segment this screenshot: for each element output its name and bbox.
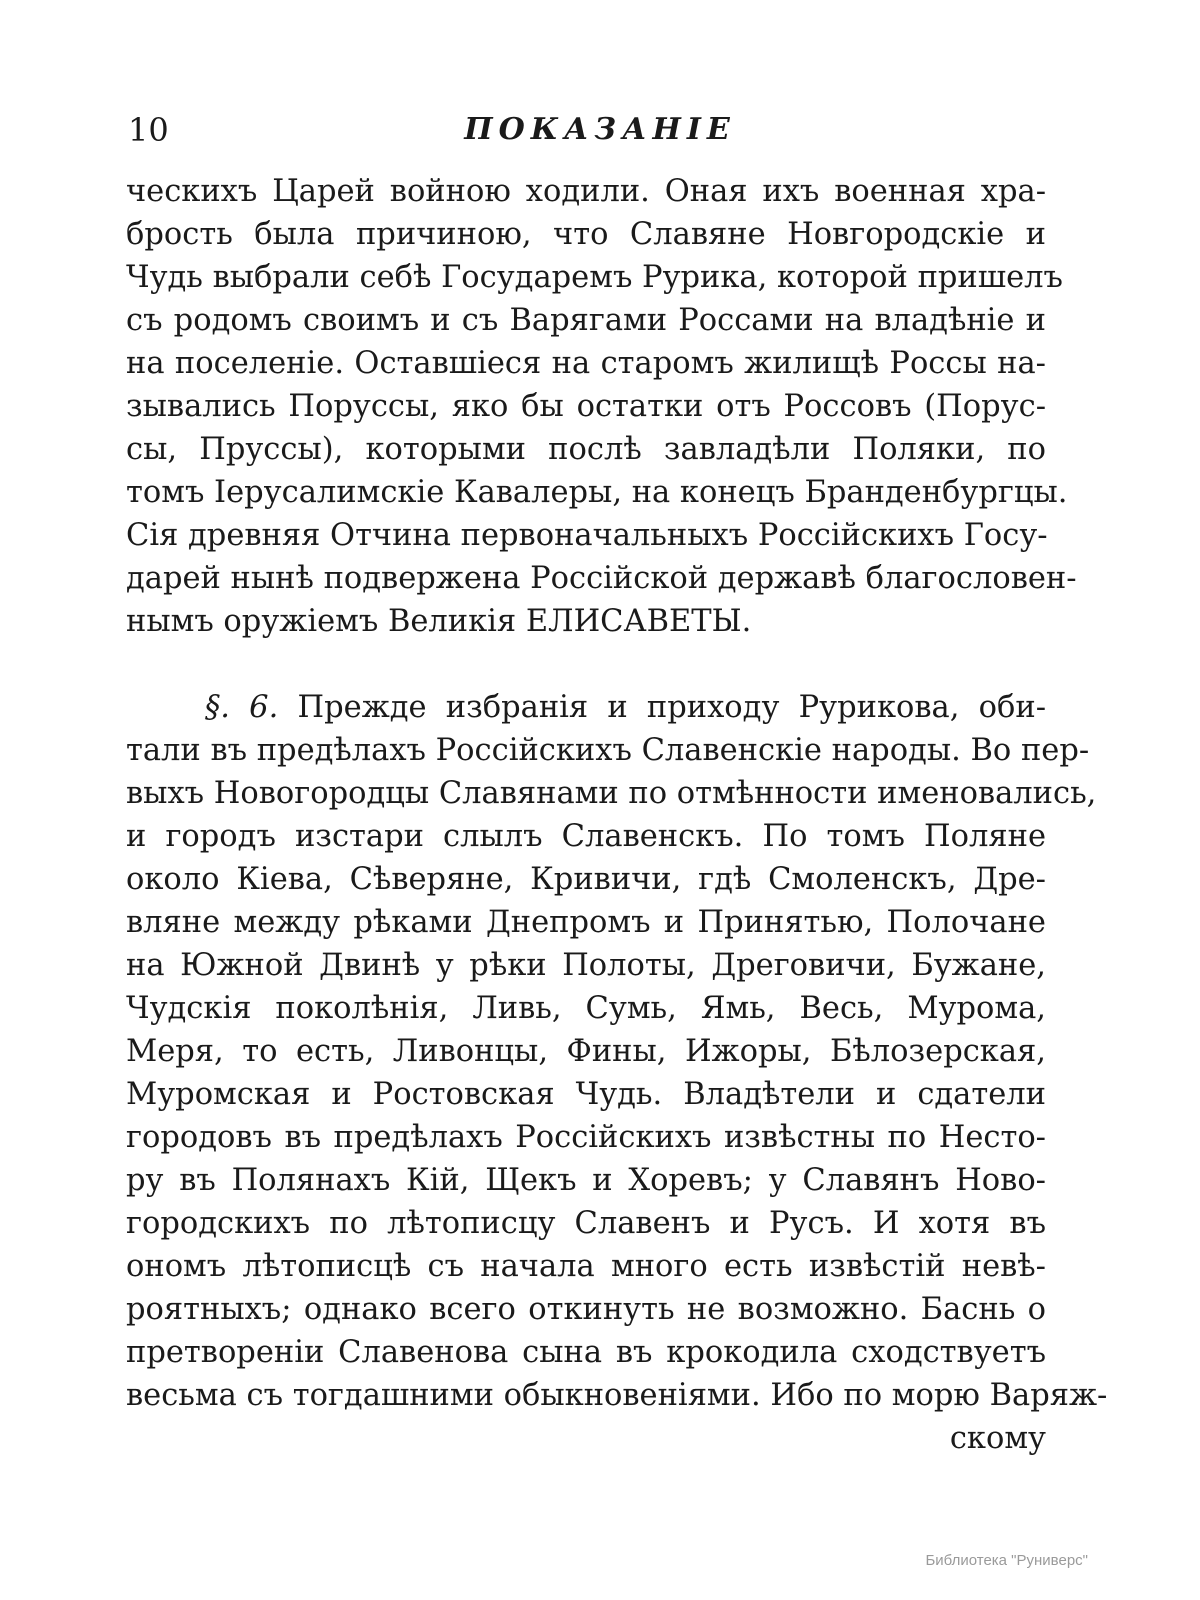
library-watermark: Библиотека "Руниверс" (925, 1552, 1088, 1569)
page-number: 10 (128, 111, 169, 149)
text-line: около Кіева, Сѣверяне, Кривичи, гдѣ Смоленскъ, Дре- (126, 862, 1046, 897)
text-line: съ родомъ своимъ и съ Варягами Россами на владѣніе и (126, 303, 1046, 338)
section-first-line (205, 688, 1046, 728)
text-line: весьма съ тогдашними обыкновеніями. Ибо по морю Варяж- (126, 1378, 1108, 1413)
text-line: нымъ оружіемъ Великія ЕЛИСАВЕТЫ. (126, 604, 752, 639)
text-line: Сія древняя Отчина первоначальныхъ Россійскихъ Госу- (126, 518, 1048, 553)
text-line: зывались Поруссы, яко бы остатки отъ Россовъ (Порус- (126, 389, 1046, 424)
text-line: Чудь выбрали себѣ Государемъ Рурика, которой пришелъ (126, 260, 1063, 295)
text-line: томъ Іерусалимскіе Кавалеры, на конецъ Бранденбургцы. (126, 475, 1068, 510)
text-line: претвореніи Славенова сына въ крокодила сходствуетъ (126, 1335, 1046, 1370)
text-line: роятныхъ; однако всего откинуть не возможно. Баснь о (126, 1292, 1046, 1327)
running-title: ПОКАЗАНІЕ (464, 112, 736, 147)
text-line: на поселеніе. Оставшіеся на старомъ жилищѣ Россы на- (126, 346, 1046, 381)
text-line: на Южной Двинѣ у рѣки Полоты, Дреговичи, Бужане, (126, 948, 1046, 983)
section-mark: §. 6. (205, 690, 279, 725)
text-line: и городъ изстари слылъ Славенскъ. По томъ Поляне (126, 819, 1046, 854)
text-line: ческихъ Царей войною ходили. Оная ихъ военная хра- (126, 174, 1046, 209)
text-line: брость была причиною, что Славяне Новгородскіе и (126, 217, 1046, 252)
text-line: городскихъ по лѣтописцу Славенъ и Русъ. И хотя въ (126, 1206, 1046, 1241)
text-line: Меря, то есть, Ливонцы, Фины, Ижоры, Бѣлозерская, (126, 1034, 1046, 1069)
text-line: городовъ въ предѣлахъ Россійскихъ извѣстны по Несто- (126, 1120, 1046, 1155)
catchword: скому (949, 1421, 1046, 1456)
text-line: тали въ предѣлахъ Россійскихъ Славенскіе народы. Во пер- (126, 733, 1090, 768)
text-line: Чудскія поколѣнія, Ливь, Сумь, Ямь, Весь, Мурома, (126, 991, 1046, 1026)
text-line: Муромская и Ростовская Чудь. Владѣтели и сдатели (126, 1077, 1046, 1112)
text-line: сы, Пруссы), которыми послѣ завладѣли Поляки, по (126, 432, 1046, 467)
text-line: вляне между рѣками Днепромъ и Принятью, Полочане (126, 905, 1046, 940)
text-line: дарей нынѣ подвержена Россійской державѣ благословен- (126, 561, 1077, 596)
text-line: выхъ Новогородцы Славянами по отмѣнности именовались, (126, 776, 1097, 811)
text-line-rest: Прежде избранія и приходу Рурикова, оби- (297, 690, 1046, 725)
text-line: ру въ Полянахъ Кій, Щекъ и Хоревъ; у Славянъ Ново- (126, 1163, 1046, 1198)
text-line: ономъ лѣтописцѣ съ начала много есть извѣстій невѣ- (126, 1249, 1046, 1284)
